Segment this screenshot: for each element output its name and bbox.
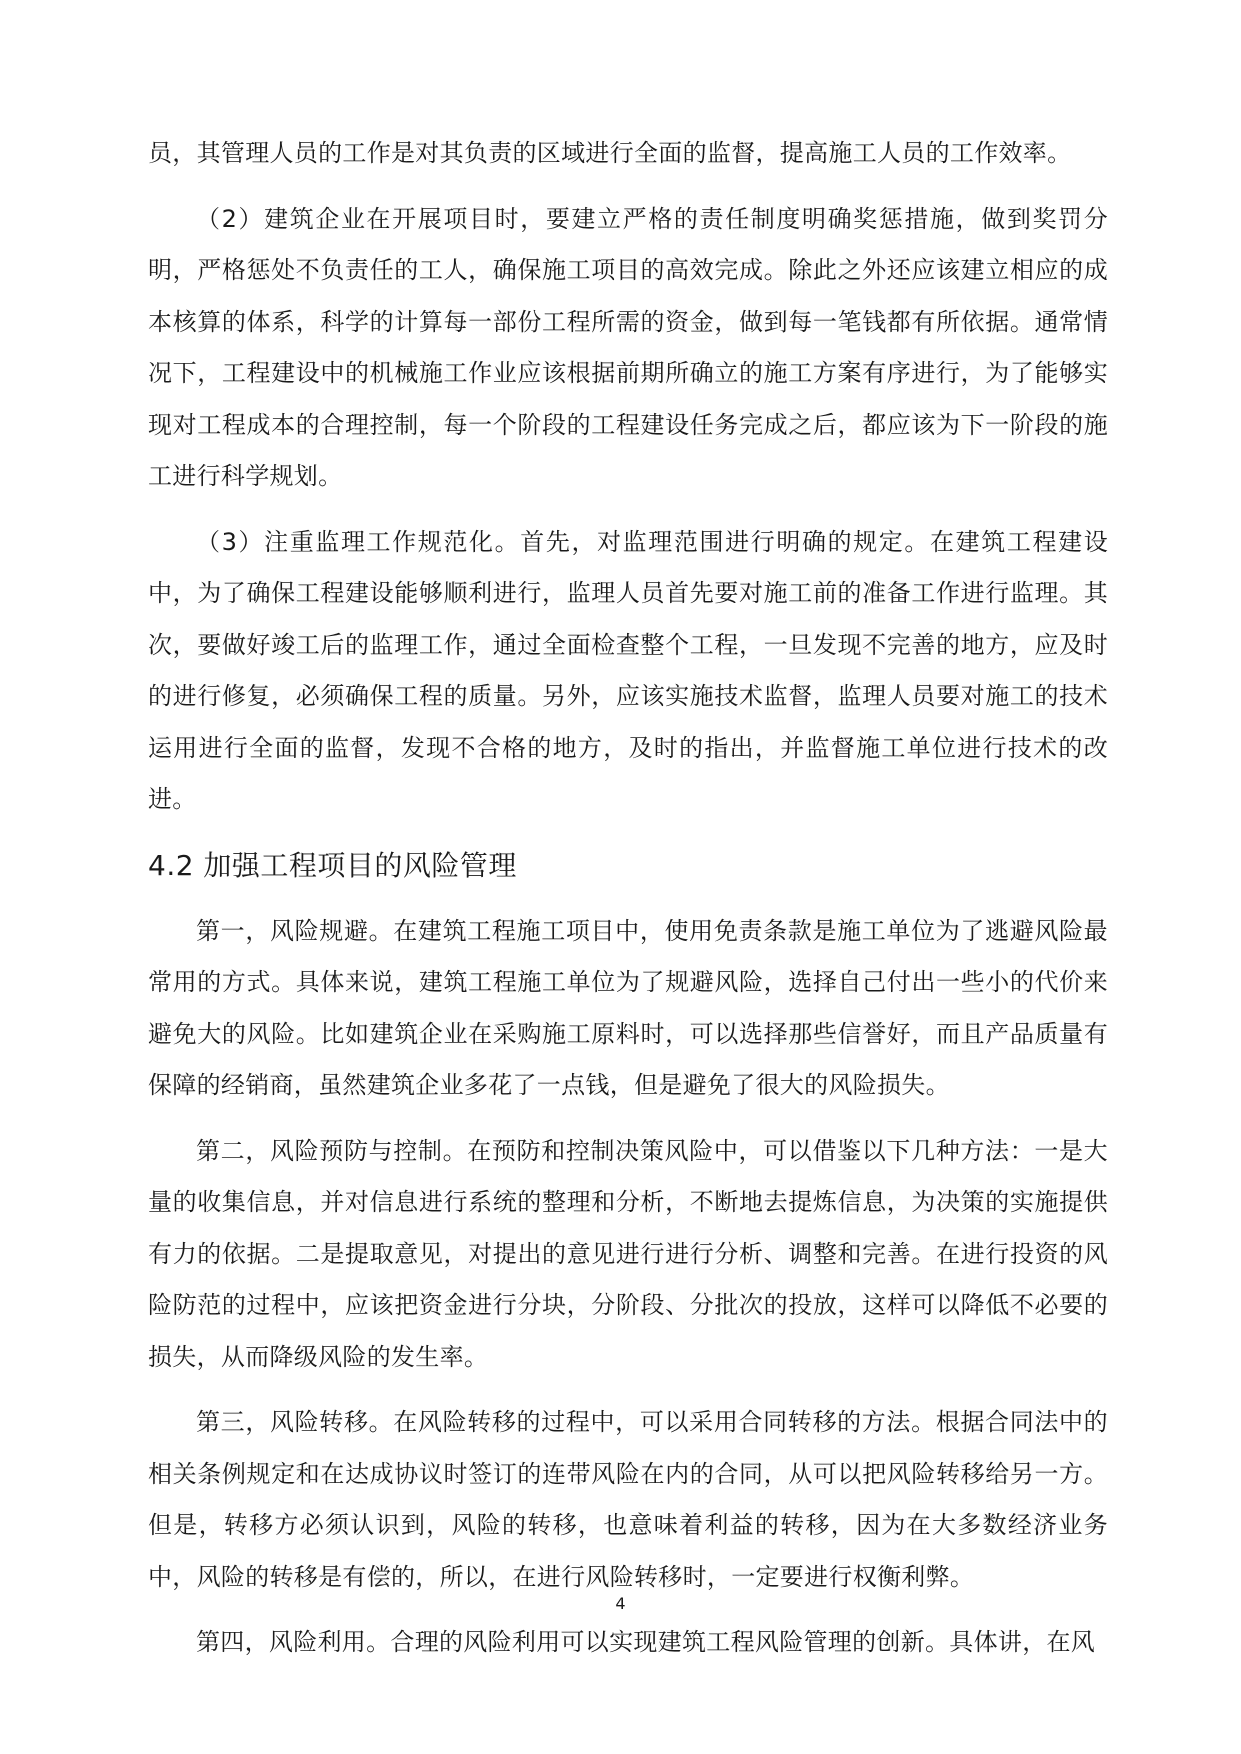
paragraph-continued: 员，其管理人员的工作是对其负责的区域进行全面的监督，提高施工人员的工作效率。 — [148, 139, 1072, 167]
paragraph-risk-prevention: 第二，风险预防与控制。在预防和控制决策风险中，可以借鉴以下几种方法：一是大量的收集信息，并对信息进行系统的整理和分析，不断地去提炼信息，为决策的实施提供有力的依据。二是提取意见，对提出的意见进行进行分析、调整和完善。在进行投资的风险防范的过程中，应该把资金进行分块，分阶段、分批次的投放，这样可以降低不必要的损失，从而降级风险的发生率。 — [148, 1136, 1108, 1371]
paragraph-risk-transfer: 第三，风险转移。在风险转移的过程中，可以采用合同转移的方法。根据合同法中的相关条例规定和在达成协议时签订的连带风险在内的合同，从可以把风险转移给另一方。但是，转移方必须认识到，风险的转移，也意味着利益的转移，因为在大多数经济业务中，风险的转移是有偿的，所以，在进行风险转移时，一定要进行权衡利弊。 — [148, 1408, 1108, 1591]
page-number: 4 — [615, 1594, 626, 1613]
paragraph-risk-avoidance: 第一，风险规避。在建筑工程施工项目中，使用免责条款是施工单位为了逃避风险最常用的方式。具体来说，建筑工程施工单位为了规避风险，选择自己付出一些小的代价来避免大的风险。比如建筑企业在采购施工原料时，可以选择那些信誉好，而且产品质量有保障的经销商，虽然建筑企业多花了一点钱，但是避免了很大的风险损失。 — [148, 916, 1108, 1099]
paragraph-item-3: （3）注重监理工作规范化。首先，对监理范围进行明确的规定。在建筑工程建设中，为了确保工程建设能够顺利进行，监理人员首先要对施工前的准备工作进行监理。其次，要做好竣工后的监理工作，通过全面检查整个工程，一旦发现不完善的地方，应及时的进行修复，必须确保工程的质量。另外，应该实施技术监督，监理人员要对施工的技术运用进行全面的监督，发现不合格的地方，及时的指出，并监督施工单位进行技术的改进。 — [148, 527, 1108, 813]
paragraph-risk-utilization: 第四，风险利用。合理的风险利用可以实现建筑工程风险管理的创新。具体讲，在风 — [196, 1628, 1096, 1656]
page-content — [148, 128, 1108, 1669]
paragraph-item-2: （2）建筑企业在开展项目时，要建立严格的责任制度明确奖惩措施，做到奖罚分明，严格惩处不负责任的工人，确保施工项目的高效完成。除此之外还应该建立相应的成本核算的体系，科学的计算每一部份工程所需的资金，做到每一笔钱都有所依据。通常情况下，工程建设中的机械施工作业应该根据前期所确立的施工方案有序进行，为了能够实现对工程成本的合理控制，每一个阶段的工程建设任务完成之后，都应该为下一阶段的施工进行科学规划。 — [148, 204, 1108, 490]
section-heading: 4.2 加强工程项目的风险管理 — [148, 848, 517, 882]
